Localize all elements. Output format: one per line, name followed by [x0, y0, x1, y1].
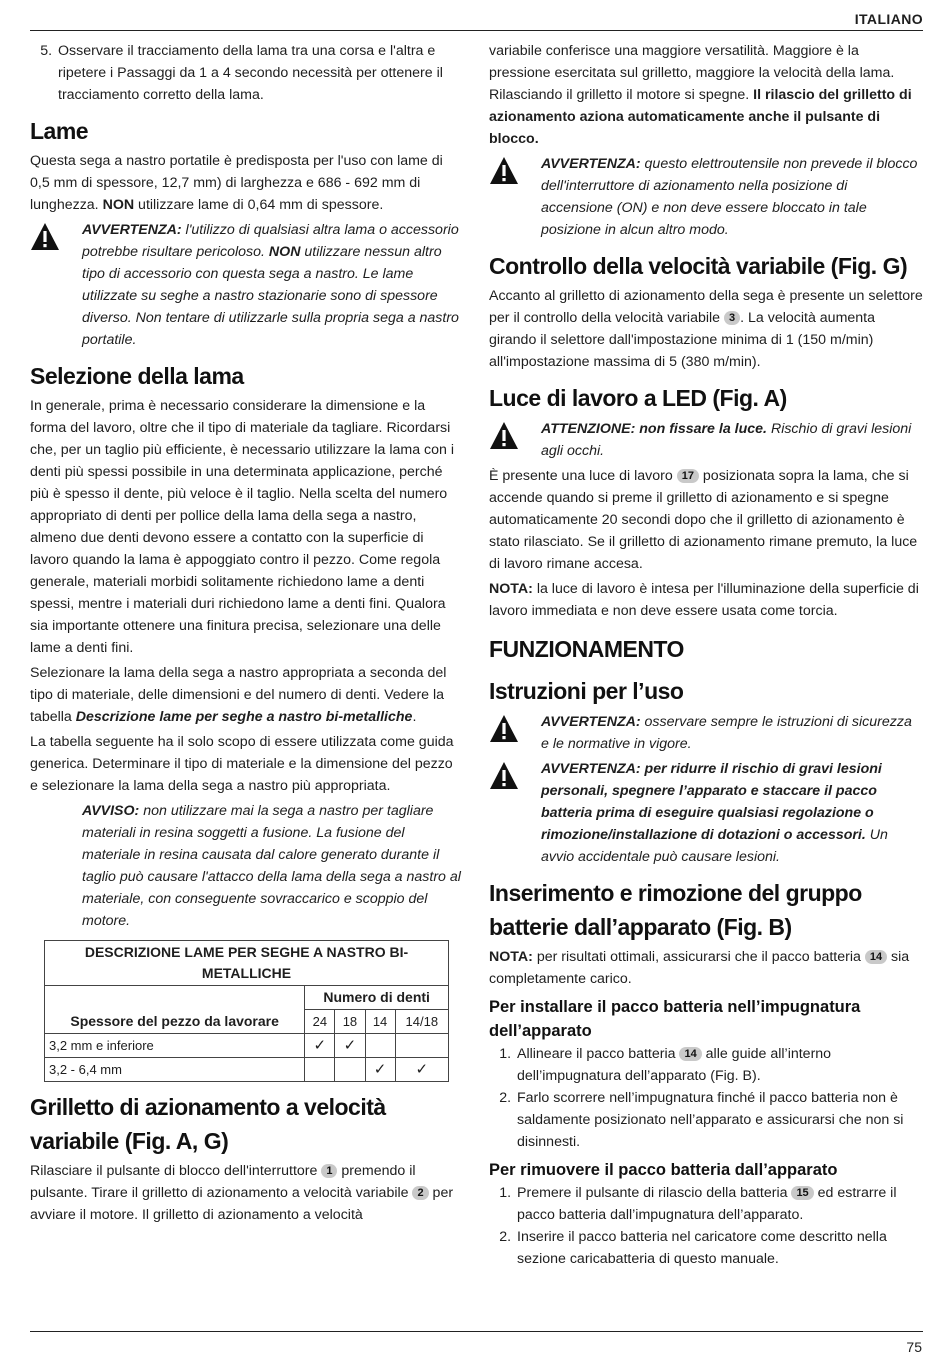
caution-light-text: ATTENZIONE: non fissare la luce. Rischio di gravi lesioni agli occhi.	[541, 421, 912, 459]
luce-note: NOTA: la luce di lavoro è intesa per l'illuminazione della superficie di lavoro immediata e non deve essere usata come torcia.	[489, 581, 919, 619]
ref-badge: 1	[321, 1164, 337, 1178]
grilletto-paragraph: Rilasciare il pulsante di blocco dell'interruttore 1 premendo il pulsante. Tirare il grilletto di azionamento a velocità variabile 2 per avviare il motore. Il grilletto di azionamento a velocità	[30, 1163, 454, 1223]
heading-batterie: Inserimento e rimozione del gruppo batterie dall’apparato (Fig. B)	[489, 880, 862, 940]
ref-badge: 3	[724, 311, 740, 325]
selezione-paragraph-1: In generale, prima è necessario considerare la dimensione e la forma del lavoro, oltre che il tipo di materiale da tagliare. Ricordarsi che, per un taglio più efficiente, è necessario utilizzare la lama con i denti più spessi possibile in una determinata applicazione, perché più è spesso il dente, più veloce è il taglio. Nella scelta del numero appropriato di denti per pollice della lama della sega a nastro, almeno due denti devono essere a contatto con la superficie di lavoro quando la lama è appoggiato contro il pezzo. Come regola generale, materiali morbidi solitamente richiedono lame a denti spessi, mentre i materiali duri richiedono lame a denti fini. Qualora sia importante ottenere una finitura precisa, selezionare una delle lame a denti fini.	[30, 398, 455, 656]
list-item: 2. Farlo scorrere nell’impugnatura finché il pacco batteria non è saldamente posizionato nell’apparato e assicurarsi che non si disinnesti.	[515, 1087, 923, 1153]
list-item: 1. Premere il pulsante di rilascio della batteria 15 ed estrarre il pacco batteria dall’impugnatura dell’apparato.	[515, 1182, 923, 1226]
heading-istruzioni: Istruzioni per l’uso	[489, 678, 684, 704]
step-5: 5. Osservare il tracciamento della lama tra una corsa e l'altra e ripetere i Passaggi da 1 a 4 secondo necessità per ottenere il tracciamento corretto della lama.	[56, 40, 462, 106]
heading-remove: Per rimuovere il pacco batteria dall’apparato	[489, 1161, 838, 1179]
table-cell	[335, 1058, 365, 1082]
heading-controllo: Controllo della velocità variabile (Fig. G)	[489, 253, 908, 279]
warning-icon	[30, 219, 82, 351]
luce-paragraph: È presente una luce di lavoro 17 posizionata sopra la lama, che si accende quando si preme il grilletto di azionamento e si spegne automaticamente 20 secondi dopo che il grilletto di azionamento è stato rilasciato. Se il grilletto di azionamento rimane premuto, la luce di lavoro rimane accesa.	[489, 468, 918, 572]
list-item: 2. Inserire il pacco batteria nel caricatore come descritto nella sezione caricabatteria di questo manuale.	[515, 1226, 923, 1270]
row-label: 3,2 mm e inferiore	[45, 1034, 305, 1058]
table-cell: ✓	[305, 1034, 335, 1058]
thickness-header: Spessore del pezzo da lavorare	[45, 1010, 305, 1034]
ref-badge: 2	[412, 1186, 428, 1200]
caution-light	[489, 418, 923, 462]
table-title: DESCRIZIONE LAME PER SEGHE A NASTRO BI-METALLICHE	[45, 941, 449, 986]
teeth-24: 24	[305, 1010, 335, 1034]
heading-install: Per installare il pacco batteria nell’impugnatura dell’apparato	[489, 998, 861, 1040]
warning-lame-text: AVVERTENZA: l'utilizzo di qualsiasi altra lama o accessorio potrebbe risultare pericoloso. NON utilizzare nessun altro tipo di accessorio con questa sega a nastro. Le lame utilizzate su seghe a nastro stazionarie sono di spessore diverso. Non tentare di utilizzarle sulla propria sega a nastro portatile.	[82, 222, 459, 348]
right-column	[489, 40, 923, 1272]
step-list	[30, 40, 462, 106]
warning-lame	[30, 219, 462, 351]
table-cell: ✓	[365, 1058, 395, 1082]
selezione-paragraph-2: Selezionare la lama della sega a nastro appropriata a seconda del tipo di materiale, delle dimensioni e del numero di denti. Vedere la tabella Descrizione lame per seghe a nastro bi-metalliche.	[30, 665, 447, 725]
warning-icon	[489, 418, 541, 462]
warning-safety-text: AVVERTENZA: osservare sempre le istruzioni di sicurezza e le normative in vigore.	[541, 714, 912, 752]
table-cell: ✓	[395, 1058, 448, 1082]
teeth-18: 18	[335, 1010, 365, 1034]
controllo-paragraph: Accanto al grilletto di azionamento della sega è presente un selettore per il controllo della velocità variabile 3 . La velocità aumenta girando il selettore dall'impostazione minima di 1 (150 m/min) all'impostazione massima di 5 (380 m/min).	[489, 288, 923, 370]
page-number: 75	[906, 1339, 922, 1355]
teeth-14-18: 14/18	[395, 1010, 448, 1034]
table-row	[45, 1058, 449, 1082]
ref-badge: 17	[677, 469, 699, 483]
table-cell	[395, 1034, 448, 1058]
heading-selezione: Selezione della lama	[30, 363, 244, 389]
table-cell	[305, 1058, 335, 1082]
warning-icon	[489, 711, 541, 755]
page-language: ITALIANO	[854, 11, 923, 27]
heading-lame: Lame	[30, 118, 89, 144]
warning-icon	[489, 153, 541, 241]
teeth-header: Numero di denti	[305, 986, 449, 1010]
ref-badge: 15	[791, 1186, 813, 1200]
warning-icon	[489, 758, 541, 868]
selezione-paragraph-3: La tabella seguente ha il solo scopo di essere utilizzata come guida generica. Determinare il tipo di materiale e la dimensione del pezzo e selezionare la lama della sega a nastro più appropriata.	[30, 734, 454, 794]
table-blank-cell	[45, 986, 305, 1010]
notice-resin: AVVISO: non utilizzare mai la sega a nastro per tagliare materiali in resina soggetti a fusione. La fusione del materiale in resina causata dal calore generato durante il taglio può causare l'attacco della lama della sega a nastro al materiale, con conseguente sovraccarico e scoppio del motore.	[82, 803, 461, 929]
remove-steps	[489, 1182, 923, 1270]
bottom-rule	[30, 1331, 923, 1332]
heading-luce: Luce di lavoro a LED (Fig. A)	[489, 385, 787, 411]
warning-safety	[489, 711, 923, 755]
lame-paragraph: Questa sega a nastro portatile è predisposta per l'uso con lame di 0,5 mm di spessore, 12,7 mm) di larghezza e 686 - 692 mm di lunghezza. NON utilizzare lame di 0,64 mm di spessore.	[30, 153, 443, 213]
heading-funzionamento: FUNZIONAMENTO	[489, 636, 684, 662]
ref-badge: 14	[865, 950, 887, 964]
warning-switch-lock-text: AVVERTENZA: questo elettroutensile non prevede il blocco dell'interruttore di azionamento nella posizione di accensione (ON) e non deve essere bloccato in tale posizione in alcun altro modo.	[541, 156, 918, 238]
top-rule	[30, 30, 923, 31]
blade-table	[44, 940, 449, 1082]
row-label: 3,2 - 6,4 mm	[45, 1058, 305, 1082]
warning-battery	[489, 758, 923, 868]
list-item: 1. Allineare il pacco batteria 14 alle guide all’interno dell’impugnatura dell’apparato (Fig. B).	[515, 1043, 923, 1087]
left-column	[30, 40, 462, 1229]
ref-badge: 14	[679, 1047, 701, 1061]
heading-grilletto: Grilletto di azionamento a velocità variabile (Fig. A, G)	[30, 1094, 386, 1154]
batterie-note: NOTA: per risultati ottimali, assicurarsi che il pacco batteria 14 sia completamente carico.	[489, 949, 910, 987]
teeth-14: 14	[365, 1010, 395, 1034]
install-steps	[489, 1043, 923, 1153]
table-cell: ✓	[335, 1034, 365, 1058]
table-cell	[365, 1034, 395, 1058]
grilletto-continued: variabile conferisce una maggiore versatilità. Maggiore è la pressione esercitata sul grilletto, maggiore la velocità della lama. Rilasciando il grilletto il motore si spegne. Il rilascio del grilletto di azionamento aziona automaticamente anche il pulsante di blocco.	[489, 43, 912, 147]
table-row	[45, 1034, 449, 1058]
warning-switch-lock	[489, 153, 923, 241]
warning-battery-text: AVVERTENZA: per ridurre il rischio di gravi lesioni personali, spegnere l’apparato e staccare il pacco batteria prima di eseguire qualsiasi regolazione o rimozione/installazione di dotazioni o accessori. Un avvio accidentale può causare lesioni.	[541, 761, 888, 865]
